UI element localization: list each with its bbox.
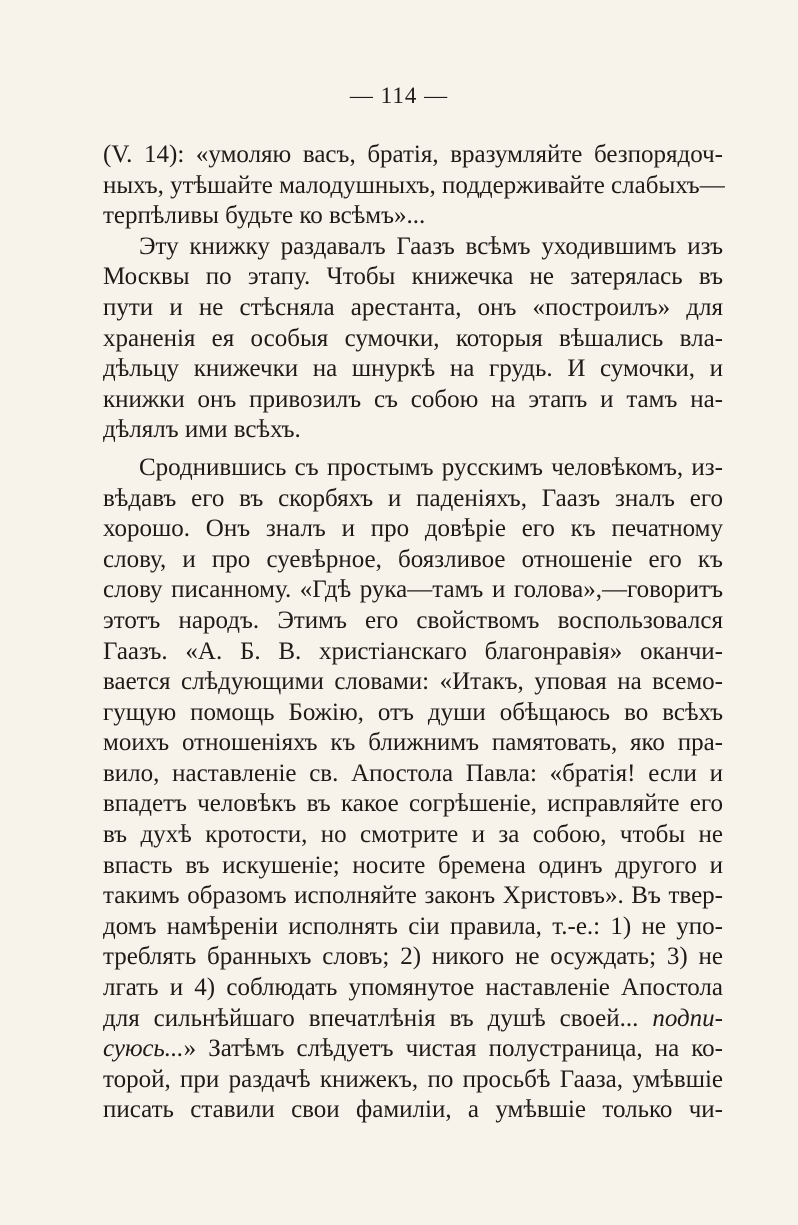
- text-line: въ духѣ кротости, но смотрите и за собою, чтобы не: [103, 821, 723, 849]
- text-line: Москвы по этапу. Чтобы книжечка не затерялась въ: [103, 263, 723, 291]
- text-line: вается слѣдующими словами: «Итакъ, уповая на всемо-: [103, 668, 723, 696]
- text-line: вило, наставленіе св. Апостола Павла: «братія! если и: [103, 759, 723, 787]
- text-line: слову, и про суевѣрное, боязливое отношеніе его къ: [103, 545, 723, 573]
- text-line: писать ставили свои фамиліи, а умѣвшіе только чи-: [103, 1096, 723, 1124]
- text-line: дѣлялъ ими всѣхъ.: [103, 416, 301, 444]
- text-line: этотъ народъ. Этимъ его свойствомъ воспользовался: [103, 606, 723, 634]
- text-line: книжки онъ привозилъ съ собою на этапъ и тамъ на-: [103, 385, 723, 413]
- text-line: впасть въ искушеніе; носите бремена одинъ другого и: [103, 851, 723, 879]
- text-line: (V. 14): «умоляю васъ, братія, вразумляйте безпорядоч-: [103, 141, 723, 168]
- text-line: храненія ея особыя сумочки, которыя вѣшались вла-: [103, 324, 723, 352]
- italic-text: подпи-: [652, 1004, 723, 1032]
- text-line: [103, 1034, 723, 1065]
- text-line: торой, при раздачѣ книжекъ, по просьбѣ Гааза, умѣвшіе: [103, 1065, 723, 1093]
- text-line: моихъ отношеніяхъ къ ближнимъ памятовать, яко пра-: [103, 729, 723, 757]
- body-text: [103, 140, 723, 1126]
- italic-run: сую: [103, 1035, 143, 1063]
- text-line: пути и не стѣсняла арестанта, онъ «построилъ» для: [103, 293, 723, 321]
- text-line: хорошо. Онъ зналъ и про довѣріе его къ печатному: [103, 515, 723, 543]
- paragraph-gap: [103, 446, 723, 453]
- text-line: слову писанному. «Гдѣ рука—тамъ и голова»,—говоритъ: [103, 576, 723, 604]
- text-line: треблять бранныхъ словъ; 2) никого не осуждать; 3) не: [103, 943, 723, 971]
- page-number: — 114 —: [349, 83, 449, 108]
- text-line: домъ намѣреніи исполнять сіи правила, т.-е.: 1) не упо-: [103, 912, 723, 940]
- text-line: вѣдавъ его въ скорбяхъ и паденіяхъ, Гаазъ зналъ его: [103, 484, 723, 512]
- text-line: Сроднившись съ простымъ русскимъ человѣкомъ, из-: [139, 453, 723, 481]
- text-line: такимъ образомъ исполняйте законъ Христовъ». Въ твер-: [103, 882, 723, 910]
- text-line: Эту книжку раздавалъ Гаазъ всѣмъ уходившимъ изъ: [139, 232, 723, 260]
- text-line: дѣльцу книжечки на шнуркѣ на грудь. И сумочки, и: [103, 355, 723, 383]
- text-run: для сильнѣйшаго впечатлѣнія въ душѣ своей...: [103, 1004, 639, 1032]
- text-line: гущую помощь Божію, отъ души обѣщаюсь во всѣхъ: [103, 698, 723, 726]
- text-line: терпѣливы будьте ко всѣмъ»...: [103, 202, 426, 230]
- text-run: » Затѣмъ слѣдуетъ чистая полустраница, на ко-: [183, 1035, 723, 1063]
- italic-text: [103, 1035, 184, 1062]
- text-line: ныхъ, утѣшайте малодушныхъ, поддерживайте слабыхъ—: [103, 171, 725, 199]
- text-line: Гаазъ. «А. Б. В. христіанскаго благонравія» оканчи-: [103, 637, 723, 665]
- text-line: лгать и 4) соблюдать упомянутое наставленіе Апостола: [103, 974, 723, 1002]
- text-line: [103, 1004, 723, 1035]
- italic-run: сь...: [142, 1035, 184, 1063]
- text-line: впадетъ человѣкъ въ какое согрѣшеніе, исправляйте его: [103, 790, 723, 818]
